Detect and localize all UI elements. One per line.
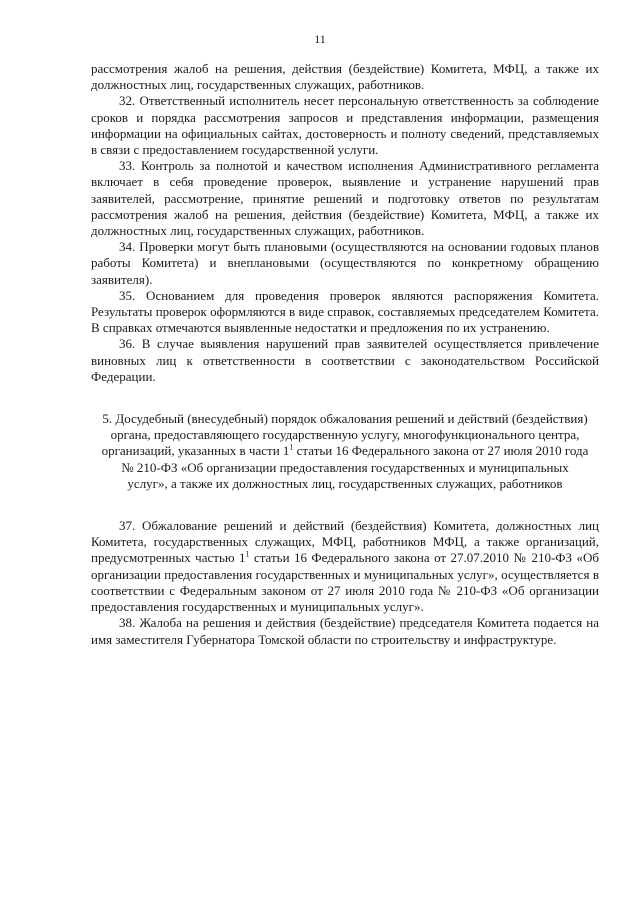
paragraph-37-text-a: 37. Обжалование решений и действий (бездействия) Комитета, должностных лиц Комитета, государственных служащих, МФЦ, работников МФЦ, а также организаций, предусмотренных частью 1 [91, 518, 599, 566]
section-heading [101, 411, 589, 492]
paragraph-34: 34. Проверки могут быть плановыми (осуществляются на основании годовых планов работы Комитета) и внеплановыми (осуществляются по конкретному обращению заявителя). [91, 239, 599, 287]
paragraph-38: 38. Жалоба на решения и действия (бездействие) председателя Комитета подается на имя заместителя Губернатора Томской области по строительству и инфраструктуре. [91, 615, 599, 647]
section-heading-superscript: 1 [289, 443, 294, 453]
paragraph-37-superscript: 1 [245, 550, 250, 560]
paragraph-37 [91, 518, 599, 615]
paragraph-continuation: рассмотрения жалоб на решения, действия (бездействие) Комитета, МФЦ, а также их должностных лиц, государственных служащих, работников. [91, 61, 599, 93]
paragraph-35: 35. Основанием для проведения проверок являются распоряжения Комитета. Результаты проверок оформляются в виде справок, составляемых председателем Комитета. В справках отмечаются выявленные недостатки и предложения по их устранению. [91, 287, 599, 336]
document-body [91, 61, 599, 648]
paragraph-36: 36. В случае выявления нарушений прав заявителей осуществляется привлечение виновных лиц к ответственности в соответствии с законодательством Российской Федерации. [91, 336, 599, 384]
paragraph-32: 32. Ответственный исполнитель несет персональную ответственность за соблюдение сроков и порядка рассмотрения запросов и представления информации, размещения информации на официальных сайтах, достоверность и полноту сведений, представляемых в связи с предоставлением государственной услуги. [91, 93, 599, 158]
page-number: 11 [314, 32, 326, 46]
paragraph-37-text-b: статьи 16 Федерального закона от 27.07.2010 № 210-ФЗ «Об организации предоставления государственных и муниципальных услуг», осуществляется в соответствии с Федеральным законом от 27 июля 2010 года № 210-ФЗ «Об организации предоставления государственных и муниципальных услуг». [91, 550, 599, 615]
section-heading-text-a: 5. Досудебный (внесудебный) порядок обжалования решений и действий (бездействия) органа, предоставляющего государственную услугу, многофункционального центра, организаций, указанных в части 1 [101, 411, 588, 459]
section-heading-text-b: статьи 16 Федерального закона от 27 июля 2010 года № 210-ФЗ «Об организации предоставления государственных и муниципальных услуг», а также их должностных лиц, государственных служащих, работников [121, 443, 589, 491]
paragraph-33: 33. Контроль за полнотой и качеством исполнения Административного регламента включает в себя проведение проверок, выявление и устранение нарушений прав заявителей, рассмотрение, принятие решений и подготовку ответов по результатам рассмотрения жалоб на решения, действия (бездействие) Комитета, МФЦ, а также их должностных лиц, государственных служащих, работников. [91, 158, 599, 239]
